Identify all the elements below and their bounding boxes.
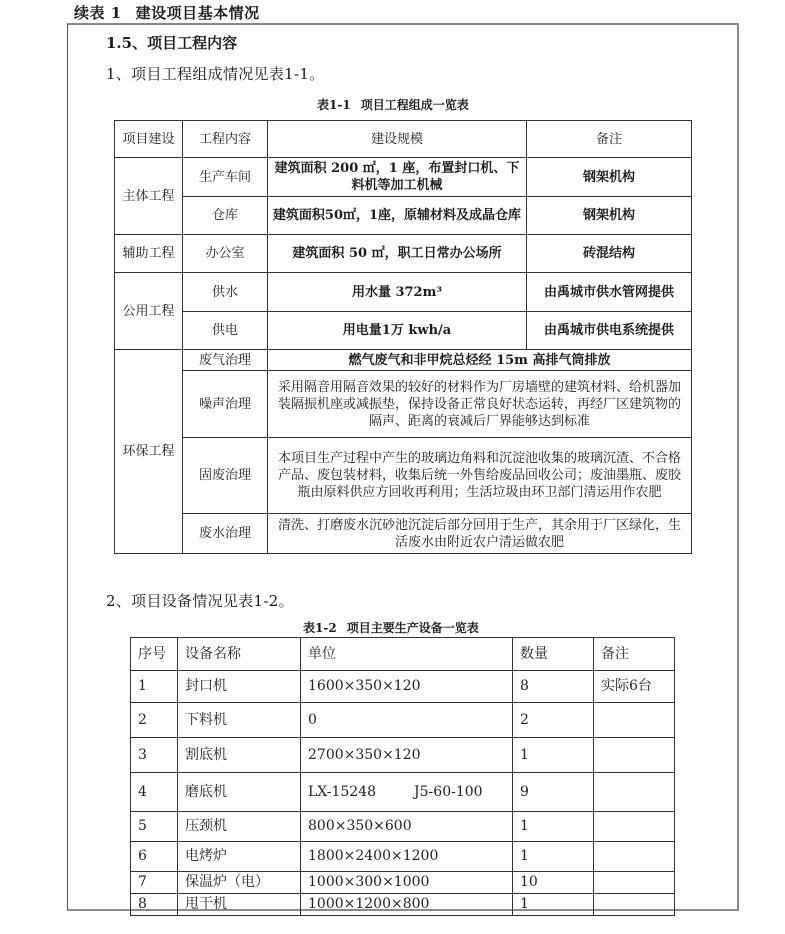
qty-cell: 1	[513, 812, 594, 842]
table2-caption	[303, 619, 479, 636]
spec-model-a: LX-15248	[308, 783, 377, 800]
note-cell	[594, 703, 675, 738]
table1-caption-no: 表1-1	[317, 98, 351, 112]
name-cell: 压颈机	[178, 812, 301, 842]
name-cell: 电烤炉	[178, 842, 301, 872]
name-cell: 甩干机	[178, 894, 301, 916]
item-cell: 办公室	[183, 235, 268, 273]
spec-cell: 2700×350×120	[301, 738, 513, 773]
table-row	[131, 872, 675, 894]
qty-cell: 1	[513, 894, 594, 916]
no-cell: 4	[131, 773, 178, 812]
table-row	[131, 671, 675, 703]
category-cell: 环保工程	[115, 350, 183, 554]
table-row	[115, 273, 692, 312]
scale-cell: 燃气废气和非甲烷总烃经 15m 高排气筒排放	[268, 350, 692, 371]
scale-cell: 本项目生产过程中产生的玻璃边角料和沉淀池收集的玻璃沉渣、不合格产品、废包装材料，收集后统一外售给废品回收公司；废油墨瓶、废胶瓶由原料供应方回收再利用；生活垃圾由环卫部门清运用作农肥	[268, 438, 692, 514]
category-cell: 辅助工程	[115, 235, 183, 273]
note-cell	[594, 842, 675, 872]
heading-prefix: 续表 1	[74, 4, 122, 22]
table1-caption-title: 项目工程组成一览表	[360, 98, 469, 112]
note-cell: 钢架机构	[527, 197, 692, 235]
heading-title: 建设项目基本情况	[135, 4, 260, 22]
scale-cell: 用水量 372m³	[268, 273, 527, 312]
table-header-row	[115, 121, 692, 158]
name-cell: 下料机	[178, 703, 301, 738]
scale-cell: 建筑面积 200 ㎡，1 座，布置封口机、下料机等加工机械	[268, 158, 527, 197]
note-cell: 砖混结构	[527, 235, 692, 273]
table-row	[115, 235, 692, 273]
table-row	[115, 514, 692, 554]
paragraph-2: 2、项目设备情况见表1-2。	[106, 592, 294, 610]
item-cell: 废水治理	[183, 514, 268, 554]
qty-cell: 1	[513, 738, 594, 773]
category-cell: 主体工程	[115, 158, 183, 235]
name-cell: 封口机	[178, 671, 301, 703]
item-cell: 供水	[183, 273, 268, 312]
note-cell: 由禹城市供电系统提供	[527, 312, 692, 350]
table-row	[131, 812, 675, 842]
item-cell: 噪声治理	[183, 371, 268, 438]
spec-cell: 1800×2400×1200	[301, 842, 513, 872]
table-row	[115, 438, 692, 514]
table1-caption	[317, 96, 469, 113]
spec-cell: 1000×300×1000	[301, 872, 513, 894]
table-row	[115, 312, 692, 350]
spec-model-b: J5-60-100	[414, 783, 483, 800]
note-cell: 钢架机构	[527, 158, 692, 197]
name-cell: 割底机	[178, 738, 301, 773]
qty-cell: 10	[513, 872, 594, 894]
table-row	[115, 371, 692, 438]
item-cell: 生产车间	[183, 158, 268, 197]
note-cell	[594, 773, 675, 812]
no-cell: 3	[131, 738, 178, 773]
paragraph-1: 1、项目工程组成情况见表1-1。	[106, 65, 325, 83]
header-spec: 单位	[301, 638, 513, 671]
equipment-table	[130, 637, 675, 916]
table-row	[131, 773, 675, 812]
table2-caption-title: 项目主要生产设备一览表	[346, 621, 479, 635]
no-cell: 7	[131, 872, 178, 894]
no-cell: 1	[131, 671, 178, 703]
name-cell: 保温炉（电）	[178, 872, 301, 894]
no-cell: 8	[131, 894, 178, 916]
scale-cell: 用电量1万 kwh/a	[268, 312, 527, 350]
project-composition-table	[114, 120, 692, 554]
scale-cell: 建筑面积50㎡，1座，原辅材料及成晶仓库	[268, 197, 527, 235]
note-cell: 实际6台	[594, 671, 675, 703]
header-note: 备注	[594, 638, 675, 671]
spec-cell: 800×350×600	[301, 812, 513, 842]
name-cell: 磨底机	[178, 773, 301, 812]
header-item: 工程内容	[183, 121, 268, 158]
scale-cell: 建筑面积 50 ㎡，职工日常办公场所	[268, 235, 527, 273]
spec-cell: 1600×350×120	[301, 671, 513, 703]
header-note: 备注	[527, 121, 692, 158]
spec-cell: 0	[301, 703, 513, 738]
table-header-row	[131, 638, 675, 671]
note-cell: 由禹城市供水管网提供	[527, 273, 692, 312]
table-row	[115, 158, 692, 197]
note-cell	[594, 872, 675, 894]
category-cell: 公用工程	[115, 273, 183, 350]
header-qty: 数量	[513, 638, 594, 671]
table-row	[115, 350, 692, 371]
qty-cell: 9	[513, 773, 594, 812]
table2-caption-no: 表1-2	[303, 621, 337, 635]
qty-cell: 2	[513, 703, 594, 738]
header-name: 设备名称	[178, 638, 301, 671]
qty-cell: 8	[513, 671, 594, 703]
table-row	[131, 894, 675, 916]
spec-cell	[301, 773, 513, 812]
note-cell	[594, 812, 675, 842]
note-cell	[594, 738, 675, 773]
item-cell: 仓库	[183, 197, 268, 235]
scale-cell: 清洗、打磨废水沉砂池沉淀后部分回用于生产，其余用于厂区绿化，生活废水由附近农户清运做农肥	[268, 514, 692, 554]
table-row	[131, 738, 675, 773]
header-scale: 建设规模	[268, 121, 527, 158]
note-cell	[594, 894, 675, 916]
header-category: 项目建设	[115, 121, 183, 158]
item-cell: 供电	[183, 312, 268, 350]
table-row	[131, 842, 675, 872]
no-cell: 6	[131, 842, 178, 872]
no-cell: 5	[131, 812, 178, 842]
header-no: 序号	[131, 638, 178, 671]
item-cell: 固废治理	[183, 438, 268, 514]
table-row	[131, 703, 675, 738]
document-heading	[74, 2, 260, 23]
qty-cell: 1	[513, 842, 594, 872]
no-cell: 2	[131, 703, 178, 738]
item-cell: 废气治理	[183, 350, 268, 371]
spec-cell: 1000×1200×800	[301, 894, 513, 916]
section-title: 1.5、项目工程内容	[106, 34, 238, 52]
scale-cell: 采用隔音用隔音效果的较好的材料作为厂房墙壁的建筑材料、给机器加装隔振机座或减振垫，保持设备正常良好状态运转，再经厂区建筑物的隔声、距离的衰减后厂界能够达到标准	[268, 371, 692, 438]
table-row	[115, 197, 692, 235]
